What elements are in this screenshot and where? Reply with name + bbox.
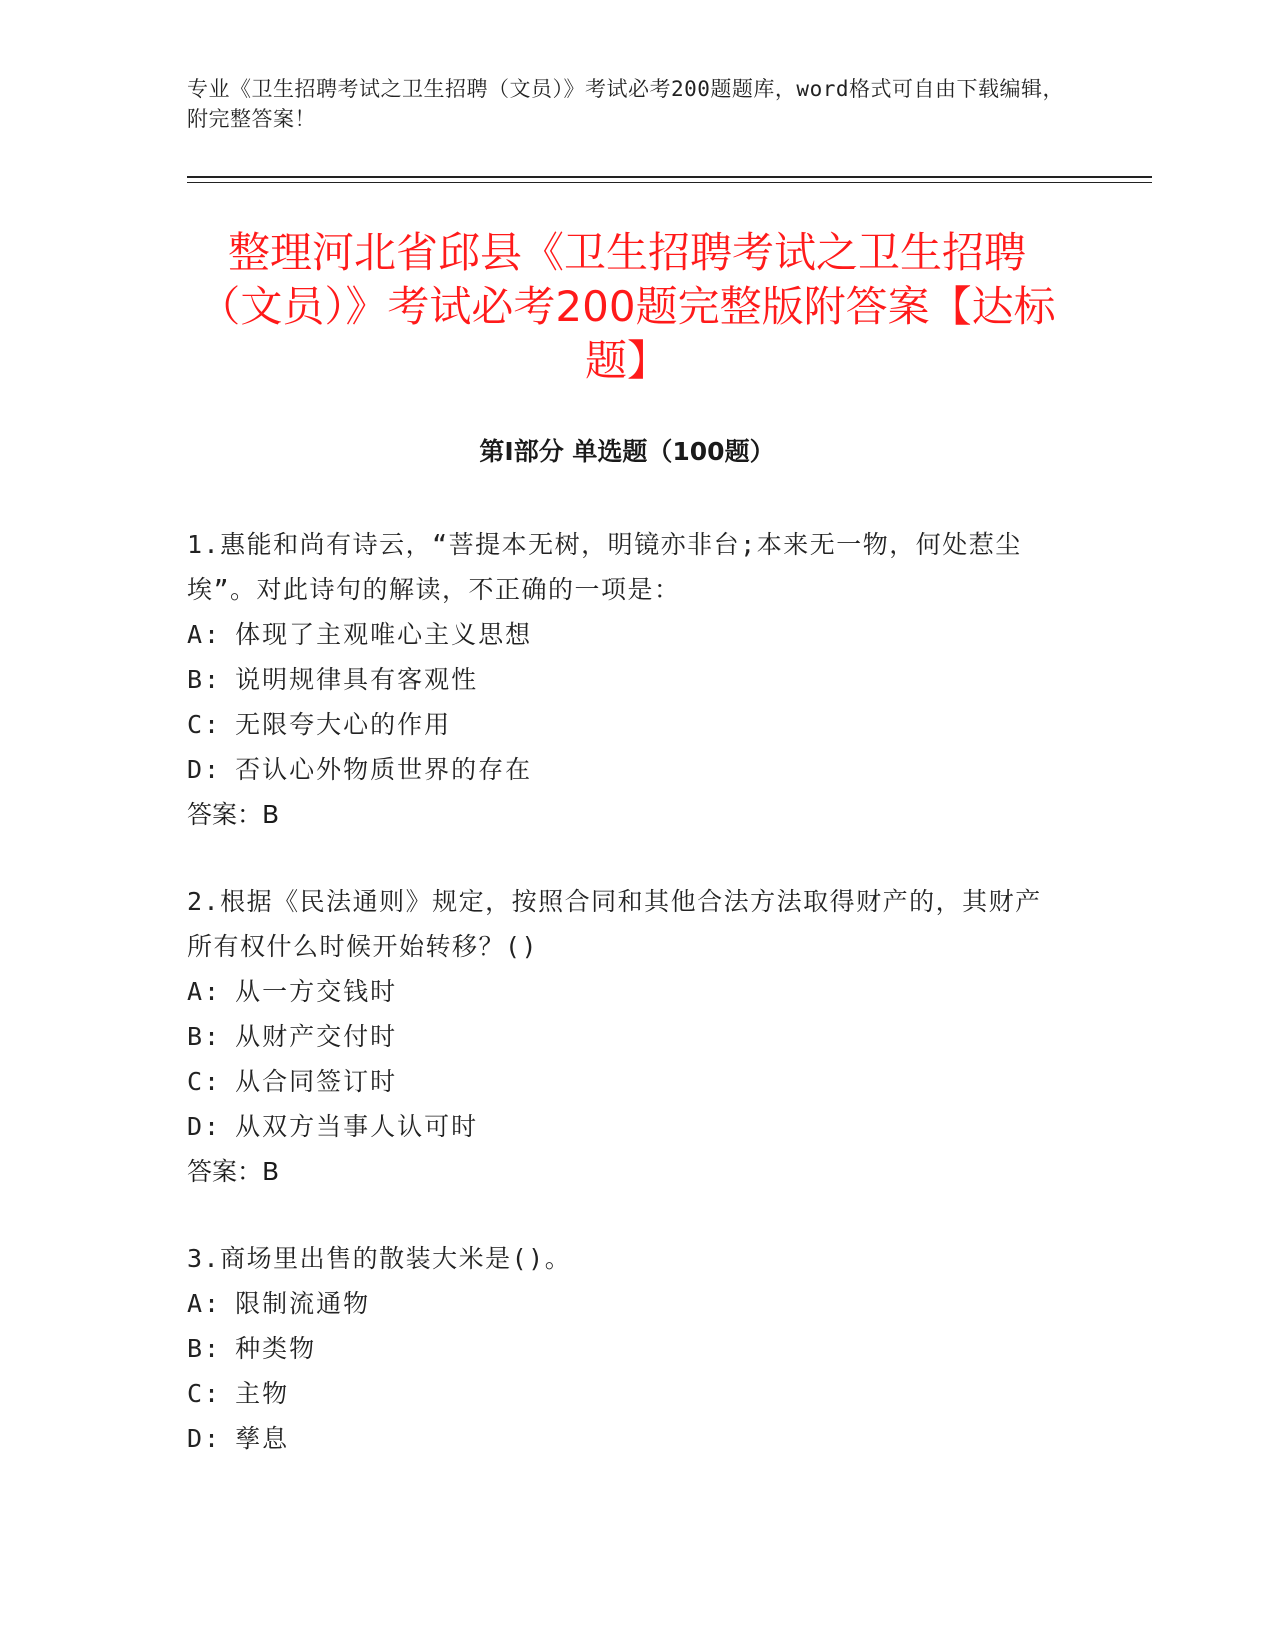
option-text: 说明规律具有客观性	[235, 665, 479, 694]
question-1	[187, 522, 1067, 837]
option-b	[187, 1014, 1067, 1059]
option-text: 限制流通物	[235, 1289, 371, 1318]
option-c	[187, 1059, 1067, 1104]
option-key: A:	[187, 977, 222, 1006]
answer-line: 答案：B	[187, 1157, 280, 1186]
option-text: 主物	[235, 1379, 290, 1408]
option-key: B:	[187, 1334, 222, 1363]
option-text: 从财产交付时	[235, 1022, 398, 1051]
option-text: 从双方当事人认可时	[235, 1112, 479, 1141]
option-b	[187, 657, 1067, 702]
option-a	[187, 612, 1067, 657]
option-text: 从一方交钱时	[235, 977, 398, 1006]
option-text: 种类物	[235, 1334, 317, 1363]
option-key: A:	[187, 620, 222, 649]
question-list	[187, 522, 1067, 1503]
option-key: A:	[187, 1289, 222, 1318]
option-key: D:	[187, 1424, 222, 1453]
question-3	[187, 1236, 1067, 1461]
option-c	[187, 702, 1067, 747]
header-divider-thick	[187, 176, 1152, 178]
question-stem: 2.根据《民法通则》规定，按照合同和其他合法方法取得财产的，其财产所有权什么时候开始转移？()	[187, 887, 1042, 961]
option-b	[187, 1326, 1067, 1371]
section-title: 第I部分 单选题（100题）	[479, 437, 775, 466]
option-text: 体现了主观唯心主义思想	[235, 620, 533, 649]
option-key: C:	[187, 710, 222, 739]
option-text: 从合同签订时	[235, 1067, 398, 1096]
header-divider-thin	[187, 182, 1152, 183]
option-text: 孳息	[235, 1424, 290, 1453]
option-d	[187, 1416, 1067, 1461]
question-stem: 1.惠能和尚有诗云，“菩提本无树，明镜亦非台;本来无一物，何处惹尘埃”。对此诗句的解读，不正确的一项是：	[187, 530, 1022, 604]
option-c	[187, 1371, 1067, 1416]
option-key: C:	[187, 1379, 222, 1408]
option-key: D:	[187, 755, 222, 784]
option-key: B:	[187, 665, 222, 694]
answer-line: 答案：B	[187, 800, 280, 829]
option-a	[187, 969, 1067, 1014]
question-2	[187, 879, 1067, 1194]
header-note: 专业《卫生招聘考试之卫生招聘（文员）》考试必考200题题库，word格式可自由下载编辑，附完整答案！	[187, 77, 1064, 131]
option-key: B:	[187, 1022, 222, 1051]
option-a	[187, 1281, 1067, 1326]
document-title: 整理河北省邱县《卫生招聘考试之卫生招聘（文员）》考试必考200题完整版附答案【达标题】	[198, 228, 1056, 385]
option-key: D:	[187, 1112, 222, 1141]
option-text: 否认心外物质世界的存在	[235, 755, 533, 784]
question-stem: 3.商场里出售的散装大米是()。	[187, 1244, 572, 1273]
option-d	[187, 1104, 1067, 1149]
option-key: C:	[187, 1067, 222, 1096]
option-d	[187, 747, 1067, 792]
option-text: 无限夸大心的作用	[235, 710, 452, 739]
